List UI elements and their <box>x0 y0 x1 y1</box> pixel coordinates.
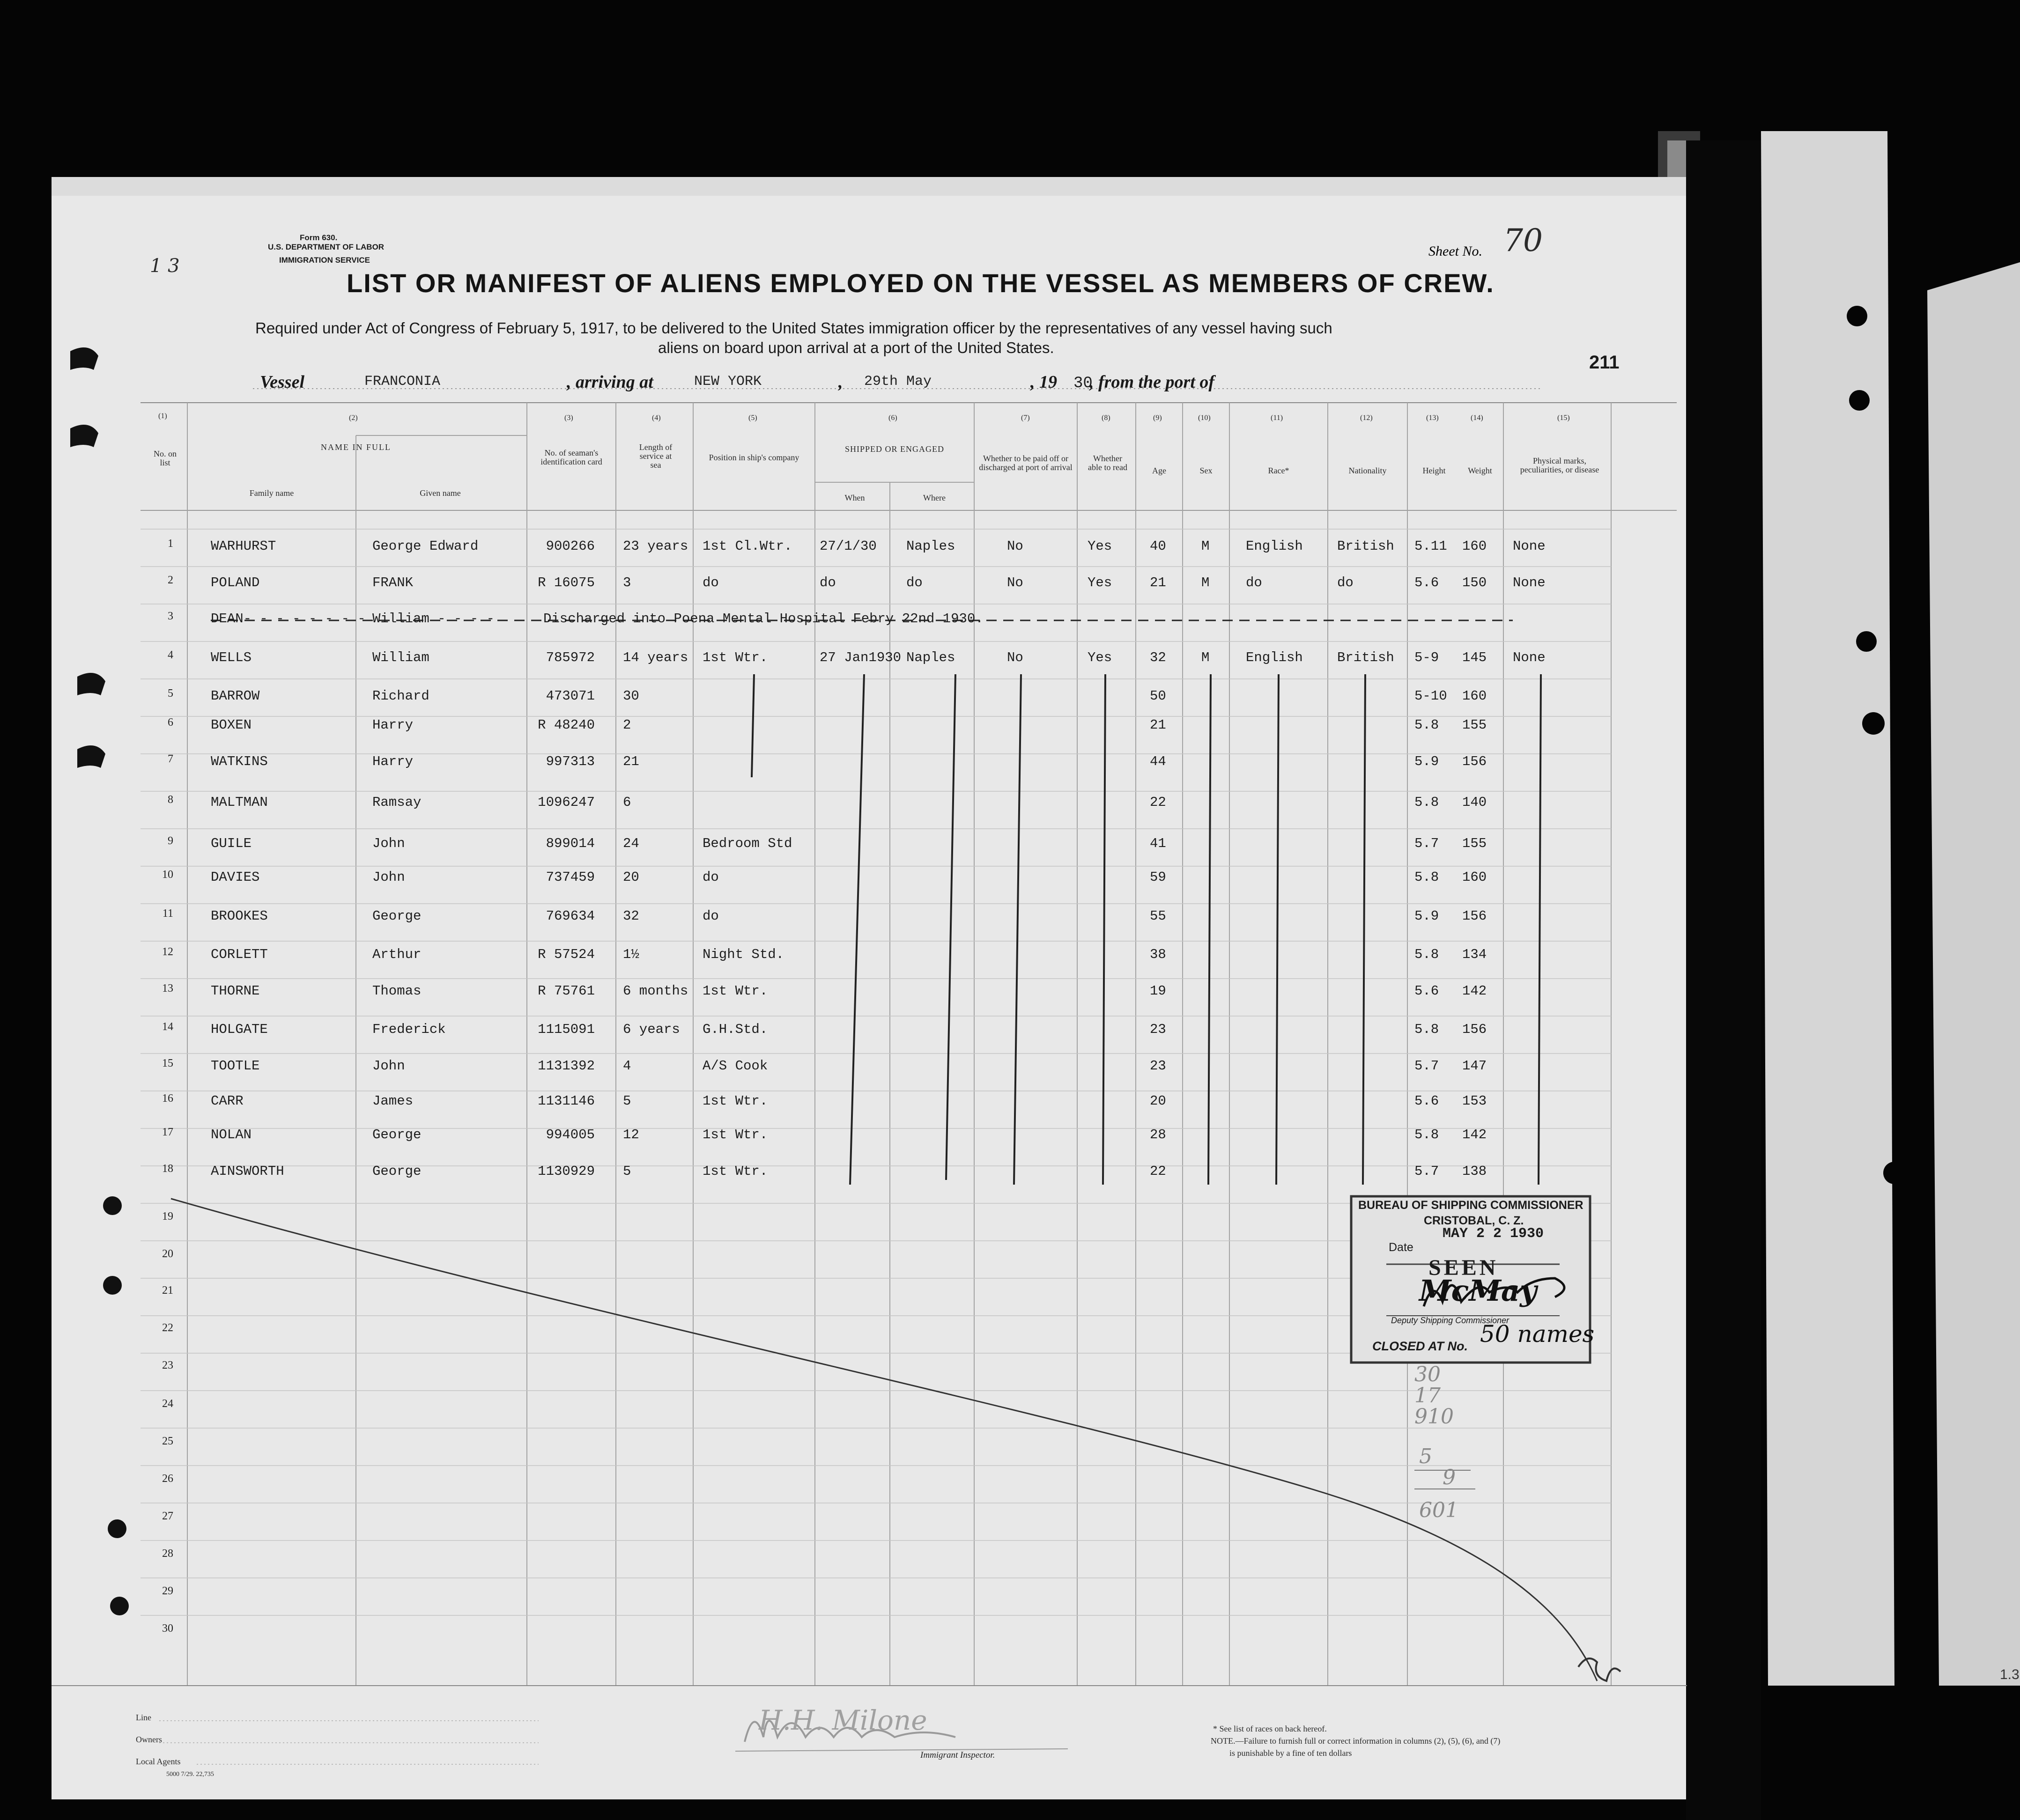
footer-owners-label: Owners <box>136 1735 162 1744</box>
year-suffix: 30 <box>1073 375 1093 392</box>
cell-card: Discharged into Poena Mental Hospital Febry 22nd 1930. <box>543 611 984 626</box>
from-port-label: , from the port of <box>1089 372 1215 392</box>
cell-position: Bedroom Std <box>703 836 792 851</box>
cell-card: R 75761 <box>538 983 595 999</box>
header-no-on-list: No. on list <box>154 449 177 467</box>
cell-weight: 155 <box>1462 717 1487 733</box>
cell-length: 5 <box>623 1093 631 1109</box>
cell-nationality: British <box>1337 650 1394 665</box>
header-physical: Physical marks, peculiarities, or disease <box>1520 456 1599 474</box>
cell-card: 769634 <box>546 908 595 924</box>
cell-family: WATKINS <box>211 754 268 769</box>
cell-given: Harry <box>372 754 414 769</box>
cell-weight: 147 <box>1462 1058 1487 1074</box>
cell-position: 1st Wtr. <box>703 1164 768 1179</box>
header-nationality: Nationality <box>1348 466 1387 475</box>
cell-age: 38 <box>1150 947 1166 962</box>
header-able-read: Whether able to read <box>1088 454 1127 472</box>
cell-where: Naples <box>906 650 955 665</box>
cell-nationality: British <box>1337 538 1394 554</box>
department-label: U.S. DEPARTMENT OF LABOR <box>268 243 385 251</box>
cell-weight: 156 <box>1462 908 1487 924</box>
cell-card: 1131146 <box>538 1093 595 1109</box>
cell-family: GUILE <box>211 836 252 851</box>
cell-weight: 160 <box>1462 688 1487 704</box>
cell-where: Naples <box>906 538 955 554</box>
cell-weight: 138 <box>1462 1164 1487 1179</box>
cell-physical: None <box>1513 538 1546 554</box>
cell-age: 23 <box>1150 1022 1166 1037</box>
cell-length: 14 years <box>623 650 688 665</box>
cell-age: 50 <box>1150 688 1166 704</box>
stamp-seen: SEEN <box>1428 1255 1499 1280</box>
cell-card: 1130929 <box>538 1164 595 1179</box>
header-length-service: Length of service at sea <box>639 442 673 470</box>
col-num-6: (6) <box>888 414 897 422</box>
cell-position: Night Std. <box>703 947 784 962</box>
header-paid-off: Whether to be paid off or discharged at port of arrival <box>979 454 1073 472</box>
cell-family: WELLS <box>211 650 252 665</box>
cell-card: 1131392 <box>538 1058 595 1074</box>
empty-row-number: 25 <box>162 1435 173 1447</box>
cell-position: 1st Wtr. <box>703 983 768 999</box>
cell-family: BOXEN <box>211 717 252 733</box>
cell-race: English <box>1246 538 1303 554</box>
cell-when: do <box>820 575 836 590</box>
cell-length: 24 <box>623 836 639 851</box>
cell-length: 4 <box>623 1058 631 1074</box>
row-number: 2 <box>168 574 173 586</box>
empty-row-number: 26 <box>162 1473 173 1485</box>
row-number: 10 <box>162 869 173 881</box>
row-number: 1 <box>168 538 173 550</box>
row-number: 7 <box>168 753 173 765</box>
row-number: 14 <box>162 1021 173 1033</box>
cell-weight: 145 <box>1462 650 1487 665</box>
cell-given: Ramsay <box>372 795 422 810</box>
pencil-tally-3: 910 <box>1414 1405 1454 1429</box>
cell-age: 28 <box>1150 1127 1166 1142</box>
stamp-role: Deputy Shipping Commissioner <box>1391 1316 1509 1325</box>
stamp-closed-value: 50 names <box>1480 1320 1595 1348</box>
cell-age: 55 <box>1150 908 1166 924</box>
form-number: Form 630. <box>300 233 338 242</box>
row-number: 11 <box>162 907 173 920</box>
cell-height: 5.6 <box>1414 983 1439 999</box>
col-num-4: (4) <box>652 414 661 422</box>
col-num-1: (1) <box>158 412 167 420</box>
cell-height: 5.7 <box>1414 1164 1439 1179</box>
margin-mark-top-left: 1 3 <box>150 255 180 277</box>
stamp-date-label: Date <box>1389 1241 1413 1254</box>
cell-weight: 160 <box>1462 869 1487 885</box>
cell-length: 2 <box>623 717 631 733</box>
empty-row-number: 28 <box>162 1547 173 1560</box>
cell-height: 5-9 <box>1414 650 1439 665</box>
header-position: Position in ship's company <box>709 453 799 462</box>
cell-when: 27/1/30 <box>820 538 877 554</box>
cell-given: Frederick <box>372 1022 446 1037</box>
cell-age: 41 <box>1150 836 1166 851</box>
cell-given: James <box>372 1093 414 1109</box>
cell-given: John <box>372 869 405 885</box>
cell-family: NOLAN <box>211 1127 252 1142</box>
col-num-2: (2) <box>349 414 358 422</box>
cell-family: TOOTLE <box>211 1058 260 1074</box>
footer-note-2: NOTE.—Failure to furnish full or correct information in columns (2), (5), (6), and (7) <box>1211 1736 1501 1746</box>
header-id-card: No. of seaman's identification card <box>540 448 602 466</box>
empty-row-number: 24 <box>162 1398 173 1410</box>
cell-card: 1096247 <box>538 795 595 810</box>
empty-row-number: 29 <box>162 1585 173 1597</box>
header-weight: Weight <box>1468 466 1492 475</box>
cell-given: Richard <box>372 688 429 704</box>
pencil-tally-6: 601 <box>1419 1498 1458 1522</box>
cell-age: 21 <box>1150 717 1166 733</box>
cell-height: 5.11 <box>1414 538 1447 554</box>
cell-race: do <box>1246 575 1262 590</box>
cell-age: 44 <box>1150 754 1166 769</box>
page-number: 211 <box>1589 352 1620 373</box>
cell-given: Harry <box>372 717 414 733</box>
cell-paid: No <box>1007 575 1023 590</box>
cell-height: 5.8 <box>1414 947 1439 962</box>
cell-position: do <box>703 575 719 590</box>
cell-age: 40 <box>1150 538 1166 554</box>
row-number: 18 <box>162 1163 173 1175</box>
cell-given: George <box>372 1164 422 1179</box>
header-race: Race* <box>1268 466 1289 475</box>
cell-length: 23 years <box>623 538 688 554</box>
cell-family: DEAN- - - - - - - - <box>211 611 366 626</box>
cell-card: 1115091 <box>538 1022 595 1037</box>
cell-weight: 142 <box>1462 1127 1487 1142</box>
cell-weight: 155 <box>1462 836 1487 851</box>
cell-card: R 57524 <box>538 947 595 962</box>
header-height: Height <box>1422 466 1446 475</box>
inspector-label: Immigrant Inspector. <box>920 1750 995 1760</box>
cell-card: 473071 <box>546 688 595 704</box>
empty-row-number: 27 <box>162 1510 173 1522</box>
cell-family: MALTMAN <box>211 795 268 810</box>
footer-note-3: is punishable by a fine of ten dollars <box>1229 1748 1352 1758</box>
cell-given: Thomas <box>372 983 422 999</box>
cell-family: HOLGATE <box>211 1022 268 1037</box>
cell-card: 900266 <box>546 538 595 554</box>
right-strip-fragment: 1.3 <box>2000 1667 2020 1682</box>
cell-physical: None <box>1513 650 1546 665</box>
cell-height: 5.8 <box>1414 1022 1439 1037</box>
inspector-signature: H.H. Milone <box>759 1704 927 1736</box>
cell-height: 5.7 <box>1414 836 1439 851</box>
cell-age: 19 <box>1150 983 1166 999</box>
cell-given: John <box>372 1058 405 1074</box>
pencil-tally-4: 5 <box>1419 1444 1432 1468</box>
footer-note-1: * See list of races on back hereof. <box>1213 1724 1327 1733</box>
footer-line-label: Line <box>136 1713 151 1722</box>
header-family-name: Family name <box>249 488 294 498</box>
cell-weight: 150 <box>1462 575 1487 590</box>
cell-height: 5.8 <box>1414 717 1439 733</box>
cell-family: DAVIES <box>211 869 260 885</box>
vessel-label: Vessel <box>260 372 304 392</box>
cell-family: POLAND <box>211 575 260 590</box>
row-number: 3 <box>168 610 173 622</box>
col-num-14: (14) <box>1471 414 1483 422</box>
header-shipped-engaged: SHIPPED OR ENGAGED <box>844 444 944 454</box>
cell-length: 32 <box>623 908 639 924</box>
row-number: 9 <box>168 835 173 847</box>
stamp-line-2: CRISTOBAL, C. Z. <box>1424 1214 1524 1227</box>
cell-card: R 16075 <box>538 575 595 590</box>
cell-position: do <box>703 869 719 885</box>
date-separator: , <box>838 372 843 392</box>
cell-height: 5-10 <box>1414 688 1447 704</box>
cell-length: 21 <box>623 754 639 769</box>
cell-position: A/S Cook <box>703 1058 768 1074</box>
cell-card: 737459 <box>546 869 595 885</box>
cell-family: BARROW <box>211 688 260 704</box>
cell-sex: M <box>1201 575 1210 590</box>
col-num-13: (13) <box>1426 414 1439 422</box>
col-num-5: (5) <box>748 414 757 422</box>
cell-family: CARR <box>211 1093 244 1109</box>
cell-paid: No <box>1007 650 1023 665</box>
arriving-port: NEW YORK <box>694 374 762 390</box>
stamp-date: MAY 2 2 1930 <box>1443 1226 1544 1242</box>
arriving-label: , arriving at <box>567 372 653 392</box>
cell-height: 5.8 <box>1414 869 1439 885</box>
header-given-name: Given name <box>420 488 461 498</box>
row-number: 12 <box>162 946 173 958</box>
cell-age: 21 <box>1150 575 1166 590</box>
cell-given: John <box>372 836 405 851</box>
cell-card: 994005 <box>546 1127 595 1142</box>
cell-position: 1st Wtr. <box>703 1127 768 1142</box>
cell-given: George <box>372 908 422 924</box>
cell-weight: 153 <box>1462 1093 1487 1109</box>
cell-race: English <box>1246 650 1303 665</box>
cell-card: 997313 <box>546 754 595 769</box>
empty-row-number: 20 <box>162 1248 173 1260</box>
pencil-tally-2: 17 <box>1414 1384 1441 1407</box>
row-number: 8 <box>168 794 173 806</box>
empty-row-number: 23 <box>162 1359 173 1371</box>
cell-card: 899014 <box>546 836 595 851</box>
vessel-name: FRANCONIA <box>364 374 441 390</box>
cell-given: William - - - - <box>372 611 495 626</box>
cell-length: 6 months <box>623 983 688 999</box>
sheet-number-label: Sheet No. <box>1428 243 1482 259</box>
cell-family: BROOKES <box>211 908 268 924</box>
cell-family: AINSWORTH <box>211 1164 284 1179</box>
cell-paid: No <box>1007 538 1023 554</box>
cell-sex: M <box>1201 538 1210 554</box>
cell-position: 1st Cl.Wtr. <box>703 538 792 554</box>
cell-age: 20 <box>1150 1093 1166 1109</box>
header-where: Where <box>923 493 946 502</box>
sheet-number: 70 <box>1503 222 1543 258</box>
cell-given: Arthur <box>372 947 422 962</box>
cell-length: 6 years <box>623 1022 680 1037</box>
cell-weight: 156 <box>1462 754 1487 769</box>
cell-length: 6 <box>623 795 631 810</box>
cell-height: 5.6 <box>1414 1093 1439 1109</box>
pencil-tally-1: 30 <box>1414 1363 1441 1386</box>
cell-given: George <box>372 1127 422 1142</box>
col-num-10: (10) <box>1198 414 1211 422</box>
cell-position: G.H.Std. <box>703 1022 768 1037</box>
page-title: LIST OR MANIFEST OF ALIENS EMPLOYED ON THE VESSEL AS MEMBERS OF CREW. <box>347 268 1495 298</box>
cell-where: do <box>906 575 923 590</box>
requirement-text-2: aliens on board upon arrival at a port of the United States. <box>658 339 1054 356</box>
cell-given: William <box>372 650 429 665</box>
cell-nationality: do <box>1337 575 1354 590</box>
footer-agents-label: Local Agents <box>136 1757 181 1766</box>
header-name-in-full: NAME IN FULL <box>321 442 391 452</box>
cell-weight: 156 <box>1462 1022 1487 1037</box>
cell-length: 30 <box>623 688 639 704</box>
arrival-date: 29th May <box>864 374 932 390</box>
row-number: 13 <box>162 982 173 995</box>
col-num-11: (11) <box>1271 414 1283 422</box>
cell-weight: 134 <box>1462 947 1487 962</box>
year-prefix: , 19 <box>1030 372 1057 392</box>
cell-family: WARHURST <box>211 538 276 554</box>
cell-length: 12 <box>623 1127 639 1142</box>
cell-length: 5 <box>623 1164 631 1179</box>
cell-height: 5.9 <box>1414 908 1439 924</box>
cell-height: 5.8 <box>1414 795 1439 810</box>
cell-position: do <box>703 908 719 924</box>
cell-length: 3 <box>623 575 631 590</box>
cell-when: 27 Jan1930 <box>820 650 902 665</box>
cell-age: 22 <box>1150 1164 1166 1179</box>
cell-card: 785972 <box>546 650 595 665</box>
row-number: 4 <box>168 649 173 661</box>
stamp-closed-label: CLOSED AT No. <box>1372 1339 1468 1353</box>
cell-weight: 140 <box>1462 795 1487 810</box>
empty-row-number: 21 <box>162 1284 173 1297</box>
header-age: Age <box>1152 466 1166 475</box>
cell-age: 59 <box>1150 869 1166 885</box>
cell-age: 23 <box>1150 1058 1166 1074</box>
cell-physical: None <box>1513 575 1546 590</box>
cell-sex: M <box>1201 650 1210 665</box>
header-sex: Sex <box>1199 466 1213 475</box>
pencil-tally-5: 9 <box>1443 1466 1456 1489</box>
row-number: 15 <box>162 1057 173 1069</box>
empty-row-number: 30 <box>162 1622 173 1635</box>
requirement-text-1: Required under Act of Congress of February 5, 1917, to be delivered to the United States immigration officer by the representatives of any vessel having such <box>255 319 1332 337</box>
cell-weight: 160 <box>1462 538 1487 554</box>
cell-length: 1½ <box>623 947 639 962</box>
cell-position: 1st Wtr. <box>703 1093 768 1109</box>
stamp-signature: McMay <box>1419 1274 1537 1308</box>
empty-row-number: 19 <box>162 1210 173 1223</box>
cell-read: Yes <box>1088 575 1112 590</box>
cell-height: 5.8 <box>1414 1127 1439 1142</box>
col-num-15: (15) <box>1557 414 1570 422</box>
cell-read: Yes <box>1088 538 1112 554</box>
cell-weight: 142 <box>1462 983 1487 999</box>
col-num-12: (12) <box>1360 414 1373 422</box>
cell-family: CORLETT <box>211 947 268 962</box>
service-label: IMMIGRATION SERVICE <box>279 256 370 265</box>
footer-printer-mark: 5000 7/29. 22,735 <box>166 1771 214 1778</box>
cell-age: 32 <box>1150 650 1166 665</box>
row-number: 17 <box>162 1126 173 1138</box>
cell-length: 20 <box>623 869 639 885</box>
cell-height: 5.9 <box>1414 754 1439 769</box>
empty-row-number: 22 <box>162 1322 173 1334</box>
row-number: 6 <box>168 716 173 729</box>
cell-age: 22 <box>1150 795 1166 810</box>
row-number: 5 <box>168 687 173 700</box>
col-num-9: (9) <box>1153 414 1162 422</box>
cell-position: 1st Wtr. <box>703 650 768 665</box>
col-num-3: (3) <box>564 414 573 422</box>
header-when: When <box>844 493 865 502</box>
stamp-line-1: BUREAU OF SHIPPING COMMISSIONER <box>1358 1199 1583 1212</box>
col-num-7: (7) <box>1021 414 1030 422</box>
cell-read: Yes <box>1088 650 1112 665</box>
cell-height: 5.6 <box>1414 575 1439 590</box>
cell-height: 5.7 <box>1414 1058 1439 1074</box>
col-num-8: (8) <box>1102 414 1110 422</box>
cell-given: George Edward <box>372 538 479 554</box>
row-number: 16 <box>162 1092 173 1105</box>
cell-family: THORNE <box>211 983 260 999</box>
cell-card: R 48240 <box>538 717 595 733</box>
cell-given: FRANK <box>372 575 414 590</box>
